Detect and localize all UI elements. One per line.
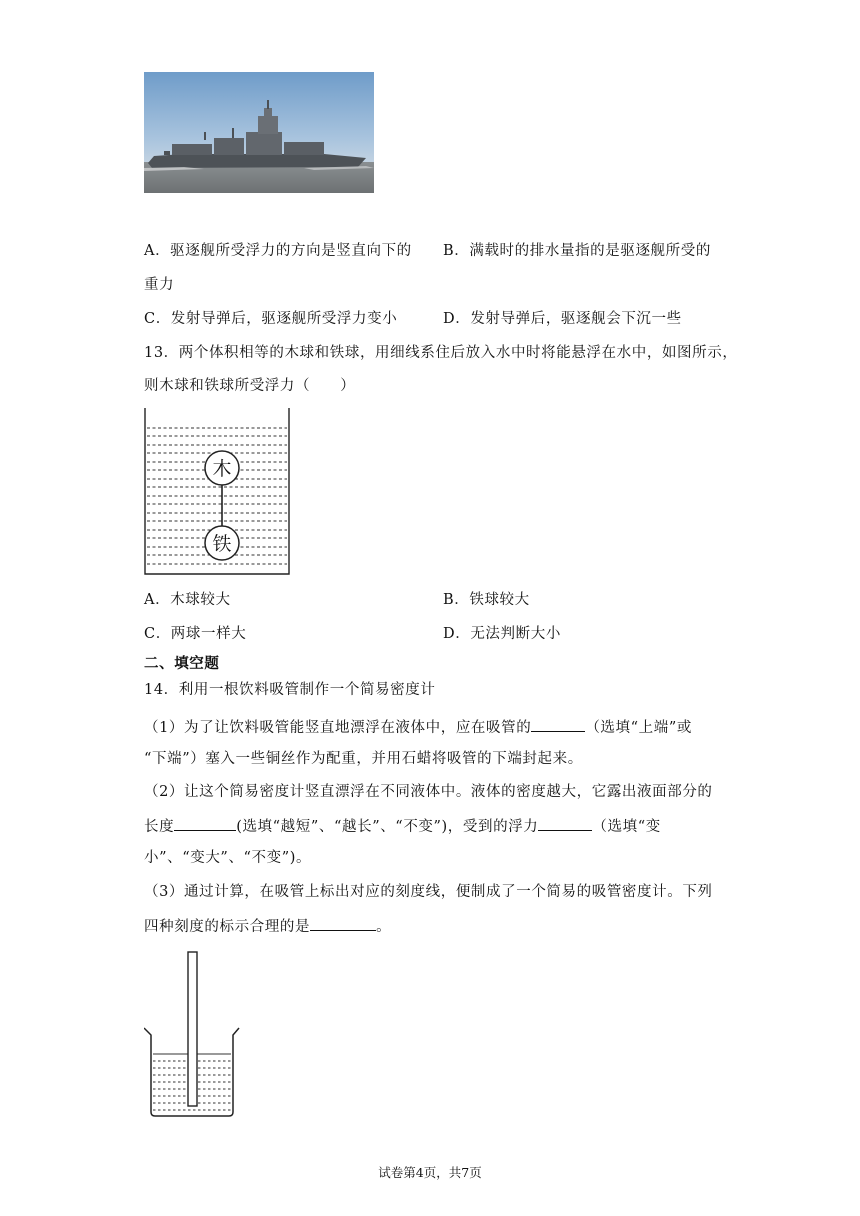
q13-option-b: B．铁球较大 (443, 592, 530, 608)
section-title: 二、填空题 (144, 655, 220, 672)
q14-part2-line1: （2）让这个简易密度计竖直漂浮在不同液体中。液体的密度越大，它露出液面部分的 (144, 784, 713, 800)
q14-blank-2[interactable] (174, 815, 236, 831)
page-footer: 试卷第4页，共7页 (378, 1165, 482, 1180)
q14-beaker-figure (144, 948, 240, 1118)
q14-part2-text-c: (选填“越短”、“越长”、“不变”)，受到的浮力 (236, 819, 539, 835)
q12-option-a: A．驱逐舰所受浮力的方向是竖直向下的 (144, 243, 412, 259)
q12-option-b-continued: 重力 (144, 277, 175, 293)
wood-ball-label: 木 (212, 458, 232, 480)
q13-figure (142, 408, 292, 580)
q14-stem: 14．利用一根饮料吸管制作一个简易密度计 (144, 682, 436, 698)
q13-option-c: C．两球一样大 (144, 626, 247, 642)
q14-blank-3[interactable] (538, 815, 592, 831)
q14-part2-text-d: （选填“变 (592, 819, 661, 835)
q13-option-a: A．木球较大 (144, 592, 231, 608)
q12-option-b: B．满载时的排水量指的是驱逐舰所受的 (443, 243, 711, 259)
q14-part3-line2 (144, 915, 391, 937)
q14-part2-line2 (144, 815, 661, 837)
q14-part2-text-b: 长度 (144, 819, 175, 835)
q14-blank-4[interactable] (310, 915, 376, 931)
q14-part1-line2: “下端”）塞入一些铜丝作为配重，并用石蜡将吸管的下端封起来。 (144, 751, 583, 767)
q14-part2-line3: 小”、“变大”、“不变”)。 (144, 850, 312, 866)
q13-stem-line-2: 则木球和铁球所受浮力（ ） (144, 378, 356, 394)
q14-blank-1[interactable] (531, 716, 585, 732)
q14-part3-line1: （3）通过计算，在吸管上标出对应的刻度线，便制成了一个简易的吸管密度计。下列 (144, 884, 713, 900)
q14-part1-text-a: （1）为了让饮料吸管能竖直地漂浮在液体中，应在吸管的 (144, 720, 532, 736)
straw (188, 952, 197, 1106)
q12-option-d: D．发射导弹后，驱逐舰会下沉一些 (443, 311, 682, 327)
q13-option-d: D．无法判断大小 (443, 626, 561, 642)
q13-stem-line-1: 13．两个体积相等的木球和铁球，用细线系住后放入水中时将能悬浮在水中，如图所示， (144, 345, 738, 361)
q12-option-c: C．发射导弹后，驱逐舰所受浮力变小 (144, 311, 398, 327)
q14-part3-text-c: 。 (376, 919, 392, 935)
q14-part1-line1 (144, 716, 692, 738)
q14-part3-text-b: 四种刻度的标示合理的是 (144, 919, 311, 935)
q14-part1-text-b: （选填“上端”或 (585, 720, 692, 736)
iron-ball-label: 铁 (212, 533, 232, 555)
warship-photo (144, 72, 374, 193)
